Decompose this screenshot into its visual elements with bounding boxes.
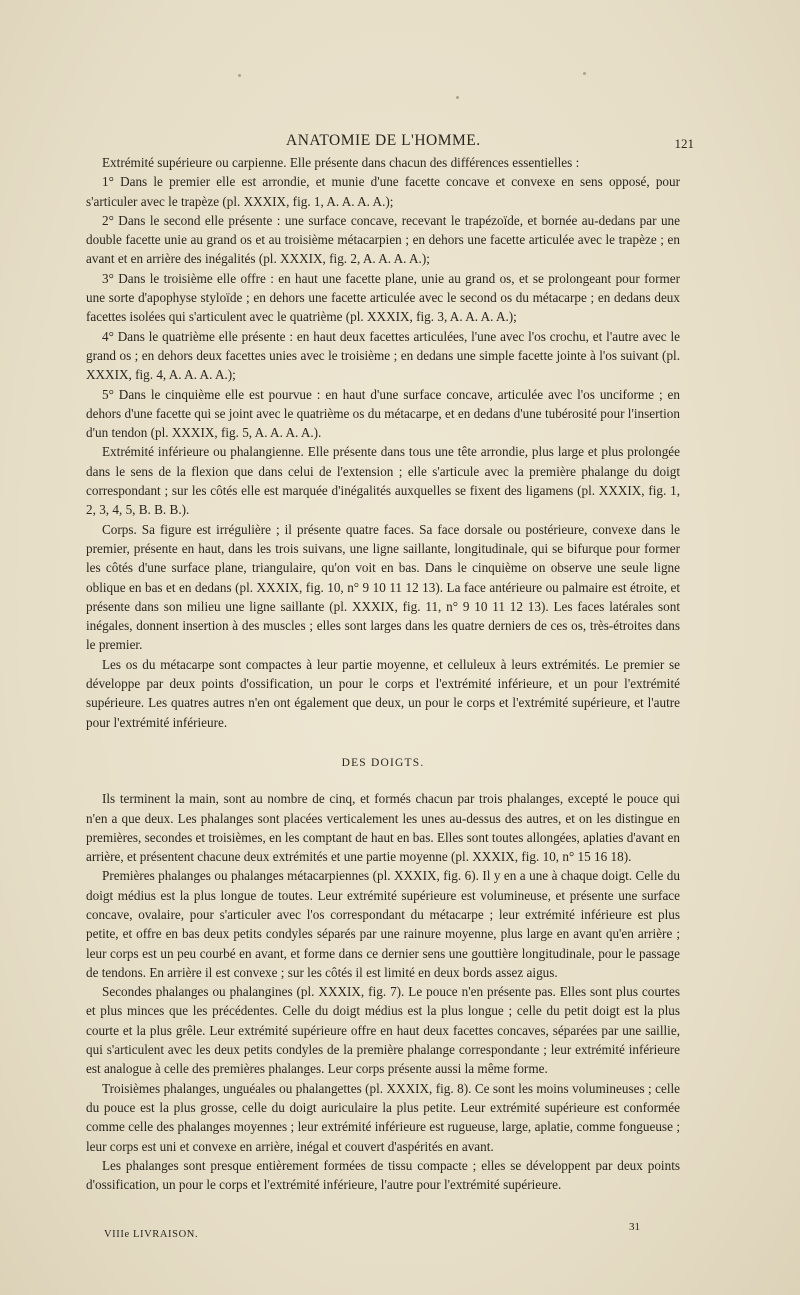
paragraph: Secondes phalanges ou phalangines (pl. XXXIX, fig. 7). Le pouce n'en présente pas. Elles sont plus courtes et plus minces que les précédentes. Celle du doigt médius est la plus longue ; celle du petit doigt est la plus courte et la plus grêle. Leur extrémité supérieure offre en haut deux facettes concaves, séparées par une saillie, qui s'articulent avec les deux petits condyles de la première phalange correspondante ; leur extrémité inférieure est analogue à celle des premières phalanges. Leur corps présente aussi la même forme. [86, 984, 680, 1077]
paragraph: 4° Dans le quatrième elle présente : en haut deux facettes articulées, l'une avec l'os crochu, et l'autre avec le grand os ; en dehors deux facettes unies avec le troisième ; en dedans une simple facette jointe à l'os suivant (pl. XXXIX, fig. 4, A. A. A. A.); [86, 328, 680, 383]
paragraph: Extrémité supérieure ou carpienne. Elle présente dans chacun des différences essentielles : [102, 155, 580, 170]
paper-fleck [456, 96, 459, 99]
running-title: ANATOMIE DE L'HOMME. [286, 132, 481, 149]
paragraph: 5° Dans le cinquième elle est pourvue : en haut d'une surface concave, articulée avec l'os unciforme ; en dehors d'une facette qui se joint avec le quatrième os du métacarpe, et en dedans d'une tubérosité pour l'insertion d'un tendon (pl. XXXIX, fig. 5, A. A. A. A.). [86, 386, 680, 441]
signature-mark: 31 [629, 1221, 640, 1233]
paragraph: Corps. Sa figure est irrégulière ; il présente quatre faces. Sa face dorsale ou postérieure, convexe dans le premier, présente en haut, dans les trois suivans, une ligne saillante, longitudinale, qui se bifurque pour former les côtés d'une surface plane, triangulaire, qu'on voit en bas. Dans le cinquième on observe une seule ligne oblique en bas et en dedans (pl. XXXIX, fig. 10, n° 9 10 11 12 13). La face antérieure ou palmaire est étroite, et présente dans son milieu une ligne saillante (pl. XXXIX, fig. 11, n° 9 10 11 12 13). Les faces latérales sont inégales, donnent insertion à des muscles ; elles sont larges dans les quatre derniers de ces os, très-étroites dans le premier. [86, 521, 680, 653]
paragraph: Les phalanges sont presque entièrement formées de tissu compacte ; elles se développent par deux points d'ossification, un pour le corps et l'extrémité inférieure, l'autre pour l'extrémité supérieure. [86, 1157, 680, 1193]
page-body [86, 153, 680, 1194]
paragraph: 2° Dans le second elle présente : une surface concave, recevant le trapézoïde, et bornée au-dedans par une double facette unie au grand os et au troisième métacarpien ; en dehors une facette articulée avec le trapèze ; en avant et en arrière des inégalités (pl. XXXIX, fig. 2, A. A. A. A.); [86, 212, 680, 267]
section-title: DES DOIGTS. [341, 756, 425, 769]
page-header [86, 132, 694, 152]
paper-fleck [583, 72, 586, 75]
paragraph: Premières phalanges ou phalanges métacarpiennes (pl. XXXIX, fig. 6). Il y en a une à chaque doigt. Celle du doigt médius est la plus longue de toutes. Leur extrémité supérieure est volumineuse, et présente une surface concave, ovalaire, pour s'articuler avec l'os correspondant du métacarpe ; leur extrémité inférieure est plus petite, et offre en bas deux petits condyles séparés par une rainure moyenne, plus large en avant qu'en arrière ; leur corps est un peu courbé en avant, et forme dans ce dernier sens une gouttière longitudinale, pour le passage de tendons. En arrière il est convexe ; sur les côtés il est limité en deux bords assez aigus. [86, 868, 680, 980]
paragraph: Extrémité inférieure ou phalangienne. Elle présente dans tous une tête arrondie, plus large et plus prolongée dans le sens de la flexion que dans celui de l'extension ; elle s'articule avec la première phalange du doigt correspondant ; sur les côtés elle est marquée d'inégalités auxquelles se fixent des ligamens (pl. XXXIX, fig. 1, 2, 3, 4, 5, B. B. B.). [86, 444, 680, 518]
text-block-metacarpe [86, 153, 680, 732]
page-footer [86, 1221, 680, 1249]
paragraph: Troisièmes phalanges, unguéales ou phalangettes (pl. XXXIX, fig. 8). Ce sont les moins volumineuses ; celle du pouce est la plus grosse, celle du doigt auriculaire la plus petite. Leur extrémité supérieure est conformée comme celle des phalanges moyennes ; leur extrémité inférieure est rugueuse, large, aplatie, comme fongueuse ; leur corps est uni et convexe en arrière, inégal et couvert d'aspérités en avant. [86, 1080, 680, 1154]
paper-fleck [238, 74, 241, 77]
paragraph: 3° Dans le troisième elle offre : en haut une facette plane, unie au grand os, et se prolongeant pour former une sorte d'apophyse styloïde ; en dehors une facette articulée avec le second os du métacarpe ; en dedans deux facettes isolées qui s'articulent avec le quatrième (pl. XXXIX, fig. 3, A. A. A. A.); [86, 270, 680, 325]
paragraph: Ils terminent la main, sont au nombre de cinq, et formés chacun par trois phalanges, excepté le pouce qui n'en a que deux. Les phalanges sont placées verticalement les unes au-dessus des autres, et on les distingue en premières, secondes et troisièmes, en les comptant de haut en bas. Elles sont toutes allongées, aplaties d'avant en arrière, et présentent chacune deux extrémités et une partie moyenne (pl. XXXIX, fig. 10, n° 15 16 18). [86, 791, 680, 865]
paragraph: 1° Dans le premier elle est arrondie, et munie d'une facette concave et convexe en sens opposé, pour s'articuler avec le trapèze (pl. XXXIX, fig. 1, A. A. A. A.); [86, 174, 680, 209]
paragraph: Les os du métacarpe sont compactes à leur partie moyenne, et celluleux à leurs extrémités. Le premier se développe par deux points d'ossification, un pour le corps et l'extrémité inférieure, et un pour l'extrémité supérieure. Les quatres autres n'en ont également que deux, un pour le corps et l'extrémité supérieure, et l'autre pour l'extrémité inférieure. [86, 656, 680, 730]
livraison-label: VIIIe LIVRAISON. [104, 1229, 199, 1240]
text-block-doigts [86, 789, 680, 1194]
page-number: 121 [674, 136, 694, 151]
